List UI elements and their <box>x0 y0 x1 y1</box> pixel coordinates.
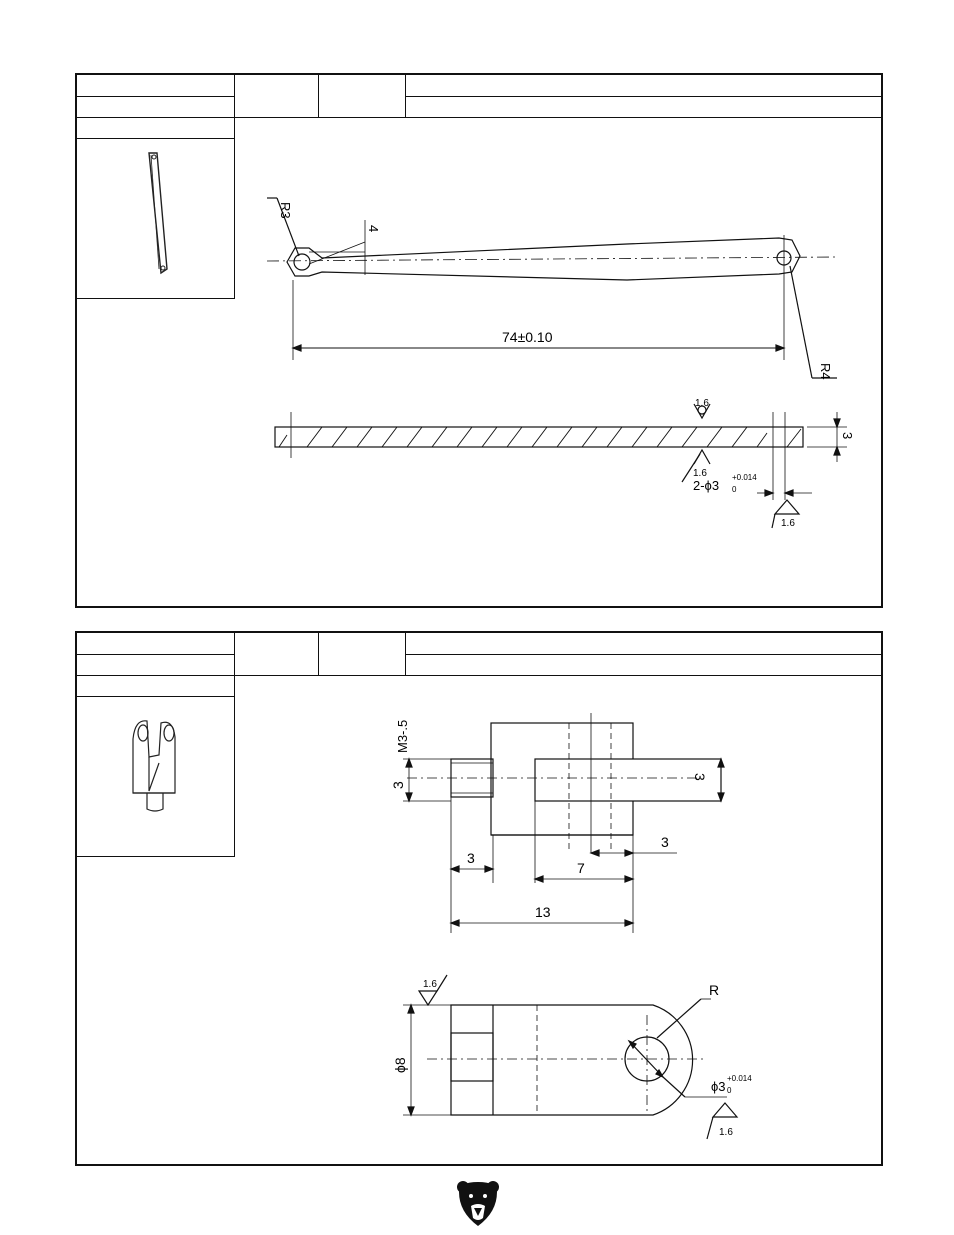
header-cell-part-row3 <box>77 117 235 139</box>
header-cell-material <box>319 75 406 118</box>
dim-thickness: 3 <box>840 432 855 440</box>
header-cell-description-row2 <box>406 654 881 676</box>
dim-hole-callout: 2-ϕ3 <box>693 478 720 493</box>
header-cell-part-number <box>77 75 235 97</box>
dim-slot-depth: 7 <box>577 860 585 876</box>
clevis-top-view <box>403 713 724 933</box>
header-cell-part-row3 <box>77 675 235 697</box>
dim-diameter: ϕ8 <box>392 1057 408 1073</box>
dim-overall: 13 <box>535 904 551 920</box>
clevis-icon <box>77 697 233 855</box>
part-panel-1 <box>75 73 883 608</box>
dim-r-left: R3 <box>278 202 293 219</box>
dim-hole: ϕ3 <box>711 1079 726 1094</box>
part-thumbnail-2 <box>77 697 235 857</box>
dim-width-end: 4 <box>366 225 381 233</box>
header-cell-qty <box>235 633 319 676</box>
clevis-side-view <box>403 975 737 1139</box>
header-cell-description <box>406 633 881 655</box>
dim-r-right: R4 <box>818 363 833 380</box>
header-cell-part-number <box>77 633 235 655</box>
header-cell-description <box>406 75 881 97</box>
part-panel-2 <box>75 631 883 1166</box>
dim-slot-offset: 3 <box>661 834 669 850</box>
dim-finish-bottom: 1.6 <box>693 468 707 479</box>
dim-hole-tol-lower: 0 <box>732 485 737 494</box>
part-thumbnail-1 <box>77 139 235 299</box>
header-cell-qty <box>235 75 319 118</box>
dim-shank-left: 3 <box>467 850 475 866</box>
dim-finish: 1.6 <box>423 979 437 990</box>
dim-hole-tol-lower: 0 <box>727 1086 732 1095</box>
bear-logo-icon <box>455 1178 501 1228</box>
dim-shank: 3 <box>692 773 708 781</box>
dim-hole-finish: 1.6 <box>719 1127 733 1138</box>
link-bar-icon <box>77 139 233 297</box>
link-top-view <box>267 198 837 378</box>
dim-radius: R <box>709 982 720 998</box>
header-cell-material <box>319 633 406 676</box>
dim-finish-top: 1.6 <box>695 398 709 409</box>
drawing-clevis <box>367 693 752 1163</box>
dim-thread: M3-.5 <box>395 719 410 753</box>
dim-length: 74±0.10 <box>502 329 553 345</box>
dim-hole-finish: 1.6 <box>781 518 795 529</box>
dim-hole-tol-upper: +0.014 <box>732 473 757 482</box>
dim-hole-tol-upper: +0.014 <box>727 1074 752 1083</box>
header-cell-description-row2 <box>406 96 881 118</box>
header-cell-part-row2 <box>77 96 235 118</box>
dim-slot: 3 <box>390 781 406 789</box>
link-side-view <box>275 404 847 528</box>
header-cell-part-row2 <box>77 654 235 676</box>
drawing-link-bar <box>247 180 867 530</box>
